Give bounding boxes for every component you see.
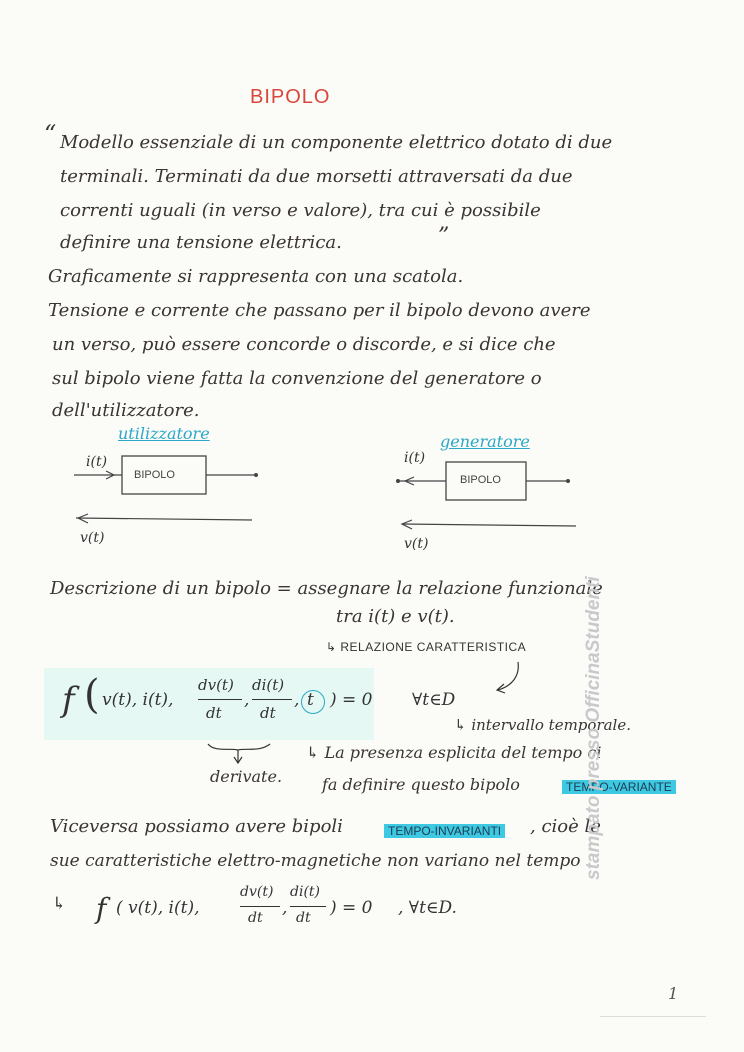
formula1-comma-2: ,	[294, 690, 300, 710]
tempo-variante-text: TEMPO-VARIANTE	[562, 780, 676, 794]
left-voltage-label: v(t)	[80, 530, 105, 546]
formula1-args: v(t), i(t),	[102, 690, 174, 710]
tempo-variante-tag	[562, 776, 676, 795]
formula1-forall: ∀t∈D	[412, 690, 456, 710]
utilizzatore-label: utilizzatore	[118, 424, 210, 443]
definition-line-1: Modello essenziale di un componente elettrico dotato di due	[60, 132, 613, 153]
right-voltage-label: v(t)	[404, 536, 429, 552]
formula2-rhs: ) = 0	[330, 898, 373, 918]
formula1-f: f	[62, 680, 75, 720]
presenza-note-line-1: ↳ La presenza esplicita del tempo ci	[306, 743, 602, 762]
description-line-1: Descrizione di un bipolo = assegnare la relazione funzionale	[50, 578, 603, 599]
right-box-label: BIPOLO	[460, 474, 501, 486]
intervallo-note: ↳ intervallo temporale.	[454, 716, 631, 734]
generatore-diagram	[396, 450, 576, 552]
definition-line-4: definire una tensione elettrica.	[60, 232, 342, 253]
formula1-dv-num: dv(t)	[198, 676, 234, 694]
formula1-dv-bar	[198, 699, 242, 700]
formula1-dv-den: dt	[206, 704, 222, 722]
formula2-args: ( v(t), i(t),	[116, 898, 200, 918]
right-current-label: i(t)	[404, 450, 426, 466]
formula1-di-num: di(t)	[252, 676, 285, 694]
formula1-open-paren: (	[84, 672, 100, 718]
formula2-dv-num: dv(t)	[240, 884, 274, 900]
paragraph-line-4: sul bipolo viene fatta la convenzione del generatore o	[52, 368, 542, 389]
bipole-diagrams	[0, 440, 744, 560]
definition-line-2: terminali. Terminati da due morsetti attraversati da due	[60, 166, 573, 187]
formula2-di-den: dt	[296, 910, 311, 926]
utilizzatore-diagram	[74, 454, 258, 546]
left-box-label: BIPOLO	[134, 469, 175, 481]
formula2-di-num: di(t)	[290, 884, 320, 900]
formula2-f: f	[96, 892, 107, 925]
viceversa-line-1a: Viceversa possiamo avere bipoli	[50, 816, 343, 837]
left-current-label: i(t)	[86, 454, 108, 470]
formula1-di-bar	[252, 699, 292, 700]
formula2-forall: , ∀t∈D.	[398, 898, 457, 918]
open-quote: “	[44, 120, 57, 148]
formula2-di-bar	[290, 906, 326, 907]
presenza-note-line-2: fa definire questo bipolo	[322, 775, 520, 794]
formula2-comma: ,	[282, 898, 288, 918]
formula1-di-den: dt	[260, 704, 276, 722]
relazione-caratteristica-note: ↳ RELAZIONE CARATTERISTICA	[326, 640, 527, 654]
page-number: 1	[668, 984, 679, 1003]
paragraph-line-3: un verso, può essere concorde o discorde, e si dice che	[52, 334, 556, 355]
formula2-arrow: ↳	[52, 894, 67, 914]
derivate-note: derivate.	[210, 767, 283, 786]
watermark: stampato presso OfficinaStudenti	[583, 576, 604, 880]
formula1-comma: ,	[244, 690, 250, 710]
definition-line-3: correnti uguali (in verso e valore), tra cui è possibile	[60, 200, 541, 221]
paragraph-line-1: Graficamente si rappresenta con una scatola.	[48, 266, 464, 287]
paragraph-line-2: Tensione e corrente che passano per il bipolo devono avere	[48, 300, 591, 321]
formula1-rhs: ) = 0	[330, 690, 373, 710]
curved-arrow	[490, 660, 530, 696]
formula2-dv-bar	[240, 906, 280, 907]
viceversa-line-1b: , cioè le	[530, 816, 601, 837]
tempo-invarianti-tag	[384, 820, 505, 839]
description-line-2: tra i(t) e v(t).	[336, 606, 455, 627]
viceversa-line-2: sue caratteristiche elettro-magnetiche non variano nel tempo	[50, 851, 581, 871]
close-quote: ”	[438, 224, 450, 249]
footer-rule	[600, 1016, 706, 1017]
tempo-invarianti-text: TEMPO-INVARIANTI	[384, 824, 505, 838]
generatore-label: generatore	[440, 432, 530, 451]
formula2-dv-den: dt	[248, 910, 263, 926]
page-title: BIPOLO	[250, 86, 331, 108]
paragraph-line-5: dell'utilizzatore.	[52, 400, 200, 421]
formula1-t: t	[307, 690, 314, 710]
